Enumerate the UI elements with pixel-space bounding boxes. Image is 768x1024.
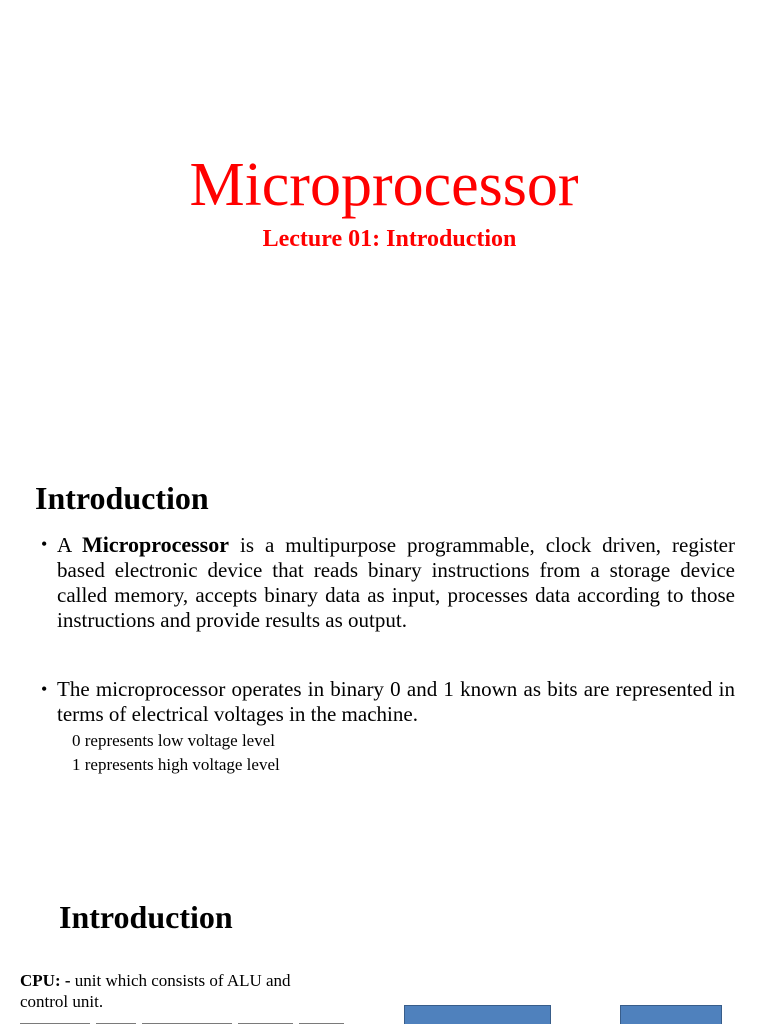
diagram-block [404, 1005, 551, 1024]
cut-off-text-line [20, 1014, 350, 1024]
bullet-icon: • [41, 534, 48, 554]
diagram-block [620, 1005, 722, 1024]
bullet-icon: • [41, 679, 48, 699]
cpu-text: unit which consists of ALU and control unit. [20, 971, 291, 1011]
section-heading-introduction-2: Introduction [59, 899, 233, 935]
cpu-label: CPU: - [20, 971, 71, 990]
bullet-prefix: A [57, 533, 82, 557]
bullet-bold-term: Microprocessor [81, 532, 230, 557]
page-title: Microprocessor [189, 151, 579, 219]
sub-item-low-voltage: 0 represents low voltage level [72, 731, 275, 750]
page-subtitle: Lecture 01: Introduction [262, 226, 517, 252]
bullet-rest: is a multipurpose programmable, clock driven, register based electronic device that reads binary instructions from a storage device called memory, accepts binary data as input, processes data according to those instructions and provide results as output. [57, 533, 735, 632]
bullet-text: The microprocessor operates in binary 0 and 1 known as bits are represented in terms of electrical voltages in the machine. [57, 677, 735, 726]
sub-item-high-voltage: 1 represents high voltage level [72, 755, 280, 774]
cpu-definition [20, 970, 340, 1012]
section-heading-introduction: Introduction [35, 480, 209, 516]
bullet-text [57, 532, 735, 633]
